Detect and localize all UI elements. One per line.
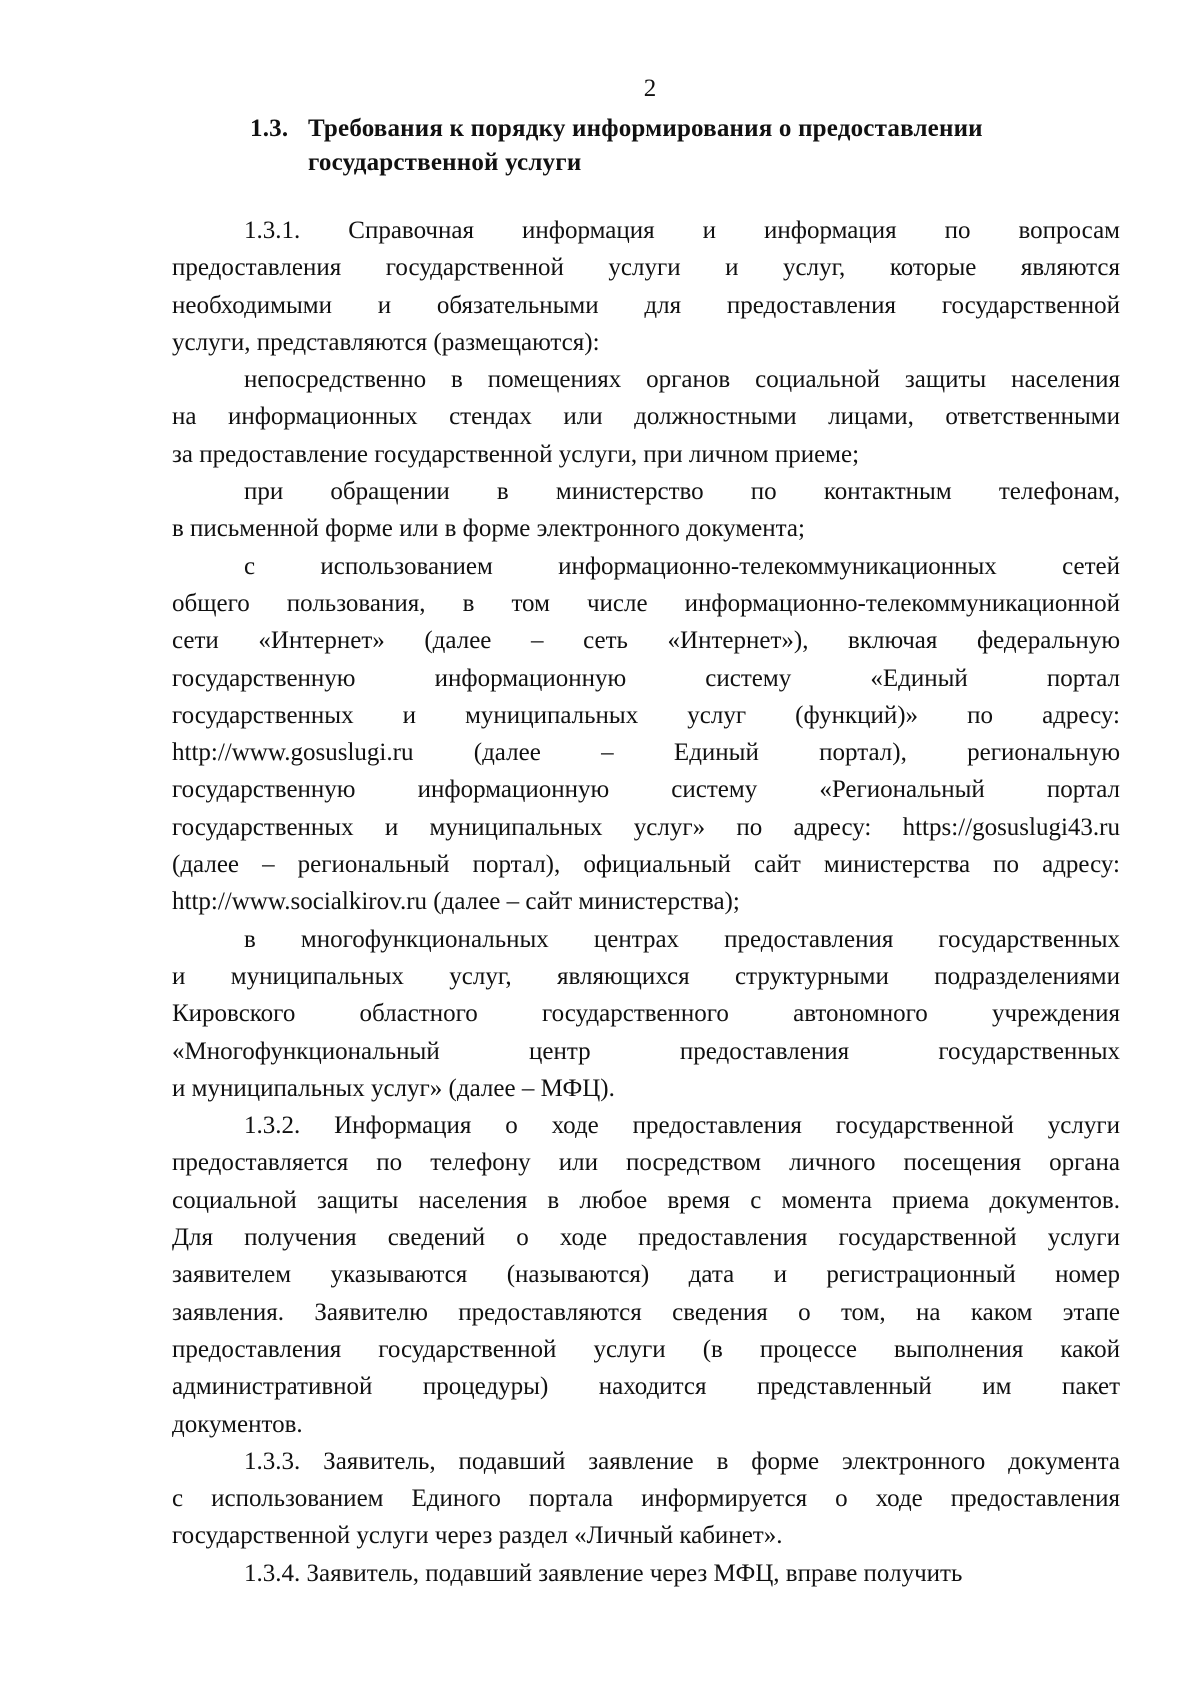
paragraph-line: непосредственно в помещениях органов социальной защиты населения	[244, 366, 1120, 394]
paragraph-line: http://www.socialkirov.ru (далее – сайт министерства);	[172, 888, 740, 916]
paragraph-line: государственных и муниципальных услуг (функций)» по адресу:	[172, 701, 1120, 729]
paragraph-line: Для получения сведений о ходе предоставления государственной услуги	[172, 1224, 1120, 1252]
paragraph-line: с использованием информационно-телекоммуникационных сетей	[244, 552, 1120, 580]
paragraph-line: с использованием Единого портала информируется о ходе предоставления	[172, 1485, 1120, 1513]
paragraph-line: предоставления государственной услуги и услуг, которые являются	[172, 254, 1120, 282]
paragraph-line: предоставления государственной услуги (в процессе выполнения какой	[172, 1335, 1120, 1363]
paragraph-line: «Многофункциональный центр предоставления государственных	[172, 1037, 1120, 1065]
paragraph-line: 1.3.4. Заявитель, подавший заявление через МФЦ, вправе получить	[244, 1559, 963, 1587]
section-title-line-1: Требования к порядку информирования о предоставлении	[308, 115, 983, 142]
paragraph-line: государственных и муниципальных услуг» по адресу: https://gosuslugi43.ru	[172, 813, 1120, 841]
paragraph-line: сети «Интернет» (далее – сеть «Интернет»), включая федеральную	[172, 627, 1120, 655]
paragraph-line: заявителем указываются (называются) дата и регистрационный номер	[172, 1261, 1120, 1289]
paragraph-line: заявления. Заявителю предоставляются сведения о том, на каком этапе	[172, 1298, 1120, 1326]
paragraph-line: документов.	[172, 1410, 303, 1438]
paragraph-line: общего пользования, в том числе информационно-телекоммуникационной	[172, 589, 1120, 617]
paragraph-line: за предоставление государственной услуги, при личном приеме;	[172, 440, 860, 468]
paragraph-line: государственную информационную систему «Региональный портал	[172, 776, 1120, 804]
paragraph-line: социальной защиты населения в любое время с момента приема документов.	[172, 1186, 1120, 1214]
paragraph	[172, 212, 1120, 361]
paragraph	[172, 548, 1120, 921]
paragraph-line: административной процедуры) находится представленный им пакет	[172, 1373, 1120, 1401]
body-text	[172, 212, 1120, 1592]
section-number: 1.3.	[250, 115, 289, 142]
section-title-line-2: государственной услуги	[308, 149, 582, 176]
paragraph-line: при обращении в министерство по контактным телефонам,	[244, 478, 1120, 506]
paragraph-line: http://www.gosuslugi.ru (далее – Единый портал), региональную	[172, 739, 1120, 767]
paragraph-line: Кировского областного государственного автономного учреждения	[172, 1000, 1120, 1028]
paragraph-line: и муниципальных услуг» (далее – МФЦ).	[172, 1074, 615, 1102]
section-heading	[250, 112, 1130, 180]
paragraph-line: 1.3.3. Заявитель, подавший заявление в форме электронного документа	[244, 1447, 1120, 1475]
paragraph	[172, 361, 1120, 473]
paragraph-line: необходимыми и обязательными для предоставления государственной	[172, 291, 1120, 319]
paragraph-line: предоставляется по телефону или посредством личного посещения органа	[172, 1149, 1120, 1177]
paragraph	[172, 1555, 1120, 1592]
paragraph-line: услуги, представляются (размещаются):	[172, 328, 600, 356]
paragraph	[172, 1107, 1120, 1443]
paragraph	[172, 1443, 1120, 1555]
paragraph-line: в письменной форме или в форме электронного документа;	[172, 515, 805, 543]
paragraph-line: 1.3.1. Справочная информация и информация по вопросам	[244, 217, 1120, 244]
paragraph	[172, 473, 1120, 548]
paragraph	[172, 921, 1120, 1107]
page-number: 2	[643, 75, 657, 102]
paragraph-line: 1.3.2. Информация о ходе предоставления государственной услуги	[244, 1112, 1120, 1140]
paragraph-line: и муниципальных услуг, являющихся структурными подразделениями	[172, 962, 1120, 990]
paragraph-line: государственную информационную систему «Единый портал	[172, 664, 1120, 692]
paragraph-line: (далее – региональный портал), официальный сайт министерства по адресу:	[172, 851, 1120, 879]
paragraph-line: в многофункциональных центрах предоставления государственных	[244, 925, 1120, 953]
paragraph-line: государственной услуги через раздел «Личный кабинет».	[172, 1522, 783, 1550]
paragraph-line: на информационных стендах или должностными лицами, ответственными	[172, 403, 1120, 431]
